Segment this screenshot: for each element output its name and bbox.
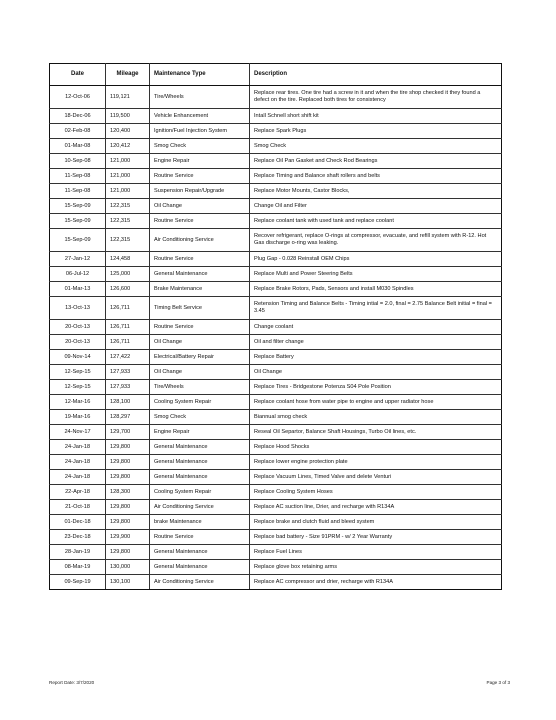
cell-date: 15-Sep-09 <box>50 199 106 214</box>
header-maintenance-type: Maintenance Type <box>150 64 250 86</box>
cell-date: 11-Sep-08 <box>50 184 106 199</box>
cell-date: 24-Jan-18 <box>50 440 106 455</box>
report-date: Report Date: 3/7/2020 <box>49 680 95 685</box>
cell-date: 27-Jan-12 <box>50 252 106 267</box>
cell-type: Air Conditioning Service <box>150 500 250 515</box>
cell-date: 08-Mar-19 <box>50 560 106 575</box>
cell-mileage: 129,800 <box>106 440 150 455</box>
cell-desc: Replace AC suction line, Drier, and recharge with R134A <box>250 500 502 515</box>
cell-type: Oil Change <box>150 199 250 214</box>
cell-type: Routine Service <box>150 214 250 229</box>
page-number: Page 3 of 3 <box>486 680 510 685</box>
cell-type: Vehicle Enhancement <box>150 109 250 124</box>
cell-date: 11-Sep-08 <box>50 169 106 184</box>
cell-mileage: 126,711 <box>106 297 150 320</box>
table-row <box>50 560 502 575</box>
cell-mileage: 128,297 <box>106 410 150 425</box>
cell-date: 09-Nov-14 <box>50 350 106 365</box>
table-row <box>50 380 502 395</box>
cell-type: Brake Maintenance <box>150 282 250 297</box>
cell-type: Tire/Wheels <box>150 86 250 109</box>
cell-mileage: 126,711 <box>106 320 150 335</box>
cell-mileage: 127,933 <box>106 365 150 380</box>
cell-desc: Replace glove box retaining arms <box>250 560 502 575</box>
cell-type: General Maintenance <box>150 470 250 485</box>
cell-mileage: 129,800 <box>106 455 150 470</box>
cell-mileage: 119,500 <box>106 109 150 124</box>
table-row <box>50 365 502 380</box>
cell-type: Cooling System Repair <box>150 395 250 410</box>
cell-date: 02-Feb-08 <box>50 124 106 139</box>
cell-mileage: 121,000 <box>106 154 150 169</box>
cell-date: 24-Jan-18 <box>50 470 106 485</box>
table-row <box>50 124 502 139</box>
cell-desc: Reseal Oil Separtor, Balance Shaft Housings, Turbo Oil lines, etc. <box>250 425 502 440</box>
cell-type: Oil Change <box>150 365 250 380</box>
cell-mileage: 128,100 <box>106 395 150 410</box>
cell-mileage: 129,700 <box>106 425 150 440</box>
table-row <box>50 320 502 335</box>
table-row <box>50 109 502 124</box>
table-row <box>50 154 502 169</box>
cell-desc: Replace Multi and Power Steering Belts <box>250 267 502 282</box>
cell-type: Smog Check <box>150 139 250 154</box>
cell-type: Ignition/Fuel Injection System <box>150 124 250 139</box>
cell-mileage: 126,600 <box>106 282 150 297</box>
cell-date: 06-Jul-12 <box>50 267 106 282</box>
cell-desc: Replace Battery <box>250 350 502 365</box>
cell-date: 12-Oct-06 <box>50 86 106 109</box>
cell-mileage: 120,400 <box>106 124 150 139</box>
cell-date: 12-Sep-15 <box>50 365 106 380</box>
cell-date: 09-Sep-19 <box>50 575 106 590</box>
cell-type: Engine Repair <box>150 154 250 169</box>
cell-type: General Maintenance <box>150 267 250 282</box>
table-row <box>50 395 502 410</box>
cell-desc: Replace rear tires. One tire had a screw in it and when the tire shop checked it they found a defect on the tire. Replaced both tires for consistency <box>250 86 502 109</box>
cell-mileage: 127,422 <box>106 350 150 365</box>
cell-date: 10-Sep-08 <box>50 154 106 169</box>
cell-date: 24-Nov-17 <box>50 425 106 440</box>
cell-mileage: 124,458 <box>106 252 150 267</box>
cell-desc: Smog Check <box>250 139 502 154</box>
cell-type: Routine Service <box>150 530 250 545</box>
cell-type: General Maintenance <box>150 560 250 575</box>
cell-desc: Replace Tires - Bridgestone Potenza S04 Pole Position <box>250 380 502 395</box>
table-row <box>50 350 502 365</box>
cell-date: 20-Oct-13 <box>50 335 106 350</box>
cell-mileage: 125,000 <box>106 267 150 282</box>
cell-date: 12-Sep-15 <box>50 380 106 395</box>
table-row <box>50 335 502 350</box>
cell-date: 15-Sep-09 <box>50 214 106 229</box>
cell-type: Tire/Wheels <box>150 380 250 395</box>
header-description: Description <box>250 64 502 86</box>
table-row <box>50 410 502 425</box>
cell-date: 18-Dec-06 <box>50 109 106 124</box>
cell-type: General Maintenance <box>150 455 250 470</box>
cell-date: 19-Mar-16 <box>50 410 106 425</box>
table-row <box>50 184 502 199</box>
cell-desc: Retension Timing and Balance Belts - Timing intial = 2.0, final = 2.75 Balance Belt initial = final = 3.45 <box>250 297 502 320</box>
cell-type: Cooling System Repair <box>150 485 250 500</box>
cell-mileage: 126,711 <box>106 335 150 350</box>
table-row <box>50 470 502 485</box>
header-date: Date <box>50 64 106 86</box>
table-row <box>50 297 502 320</box>
cell-type: Electrical/Battery Repair <box>150 350 250 365</box>
cell-date: 23-Dec-18 <box>50 530 106 545</box>
cell-mileage: 119,121 <box>106 86 150 109</box>
table-row <box>50 169 502 184</box>
cell-date: 15-Sep-09 <box>50 229 106 252</box>
cell-mileage: 130,100 <box>106 575 150 590</box>
cell-mileage: 129,900 <box>106 530 150 545</box>
cell-mileage: 122,315 <box>106 229 150 252</box>
table-row <box>50 139 502 154</box>
cell-type: Routine Service <box>150 169 250 184</box>
table-row <box>50 485 502 500</box>
cell-desc: Replace Brake Rotors, Pads, Sensors and install M030 Spindles <box>250 282 502 297</box>
cell-desc: Replace Timing and Balance shaft rollers and belts <box>250 169 502 184</box>
cell-mileage: 127,933 <box>106 380 150 395</box>
cell-desc: Recover refrigerant, replace O-rings at compressor, evacuate, and refill system with R-12. Hot Gas discharge o-ring was leaking. <box>250 229 502 252</box>
table-row <box>50 500 502 515</box>
cell-type: Oil Change <box>150 335 250 350</box>
cell-mileage: 121,000 <box>106 169 150 184</box>
table-row <box>50 440 502 455</box>
cell-desc: Replace Vacuum Lines, Timed Valve and delete Venturi <box>250 470 502 485</box>
table-row <box>50 214 502 229</box>
maintenance-log-table <box>49 63 502 590</box>
table-row <box>50 252 502 267</box>
cell-desc: Replace bad battery - Size 91PRM - w/ 2 Year Warranty <box>250 530 502 545</box>
cell-mileage: 130,000 <box>106 560 150 575</box>
cell-type: Engine Repair <box>150 425 250 440</box>
table-row <box>50 425 502 440</box>
cell-type: Air Conditioning Service <box>150 229 250 252</box>
cell-desc: Replace Oil Pan Gasket and Check Rod Bearings <box>250 154 502 169</box>
table-row <box>50 455 502 470</box>
cell-mileage: 129,800 <box>106 515 150 530</box>
cell-date: 22-Apr-18 <box>50 485 106 500</box>
cell-mileage: 122,315 <box>106 214 150 229</box>
cell-desc: Replace Spark Plugs <box>250 124 502 139</box>
table-row <box>50 199 502 214</box>
cell-mileage: 129,800 <box>106 545 150 560</box>
cell-date: 24-Jan-18 <box>50 455 106 470</box>
cell-type: Routine Service <box>150 320 250 335</box>
cell-mileage: 128,300 <box>106 485 150 500</box>
cell-date: 28-Jan-19 <box>50 545 106 560</box>
cell-date: 20-Oct-13 <box>50 320 106 335</box>
cell-date: 21-Oct-18 <box>50 500 106 515</box>
cell-desc: Replace Fuel Lines <box>250 545 502 560</box>
cell-type: Routine Service <box>150 252 250 267</box>
cell-date: 12-Mar-16 <box>50 395 106 410</box>
cell-desc: Replace brake and clutch fluid and bleed system <box>250 515 502 530</box>
cell-desc: Biannual smog check <box>250 410 502 425</box>
cell-desc: Replace Hood Shocks <box>250 440 502 455</box>
table-header-row <box>50 64 502 86</box>
cell-mileage: 129,800 <box>106 470 150 485</box>
cell-desc: Replace Motor Mounts, Castor Blocks, <box>250 184 502 199</box>
cell-desc: Oil and filter change <box>250 335 502 350</box>
cell-type: Air Conditioning Service <box>150 575 250 590</box>
cell-type: Timing Belt Service <box>150 297 250 320</box>
cell-type: General Maintenance <box>150 545 250 560</box>
cell-desc: Intall Schnell short shift kit <box>250 109 502 124</box>
cell-desc: Oil Change <box>250 365 502 380</box>
table-body <box>50 86 502 590</box>
table-row <box>50 575 502 590</box>
cell-desc: Replace AC compressor and drier, recharge with R134A <box>250 575 502 590</box>
table-row <box>50 86 502 109</box>
cell-date: 01-Dec-18 <box>50 515 106 530</box>
table-row <box>50 267 502 282</box>
cell-desc: Plug Gap - 0.028 Reinstall OEM Chips <box>250 252 502 267</box>
cell-type: Smog Check <box>150 410 250 425</box>
cell-desc: Replace coolant tank with used tank and replace coolant <box>250 214 502 229</box>
cell-date: 01-Mar-08 <box>50 139 106 154</box>
cell-mileage: 120,412 <box>106 139 150 154</box>
cell-mileage: 121,000 <box>106 184 150 199</box>
cell-type: General Maintenance <box>150 440 250 455</box>
cell-date: 13-Oct-13 <box>50 297 106 320</box>
cell-desc: Change Oil and Filter <box>250 199 502 214</box>
cell-mileage: 122,315 <box>106 199 150 214</box>
cell-desc: Replace lower engine protection plate <box>250 455 502 470</box>
table-row <box>50 545 502 560</box>
header-mileage: Mileage <box>106 64 150 86</box>
table-row <box>50 229 502 252</box>
cell-mileage: 129,800 <box>106 500 150 515</box>
table-row <box>50 515 502 530</box>
cell-type: Suspension Repair/Upgrade <box>150 184 250 199</box>
table-row <box>50 530 502 545</box>
cell-desc: Replace Cooling System Hoses <box>250 485 502 500</box>
table-row <box>50 282 502 297</box>
cell-desc: Replace coolant hose from water pipe to engine and upper radiator hose <box>250 395 502 410</box>
cell-date: 01-Mar-13 <box>50 282 106 297</box>
cell-type: brake Maintenance <box>150 515 250 530</box>
cell-desc: Change coolant <box>250 320 502 335</box>
